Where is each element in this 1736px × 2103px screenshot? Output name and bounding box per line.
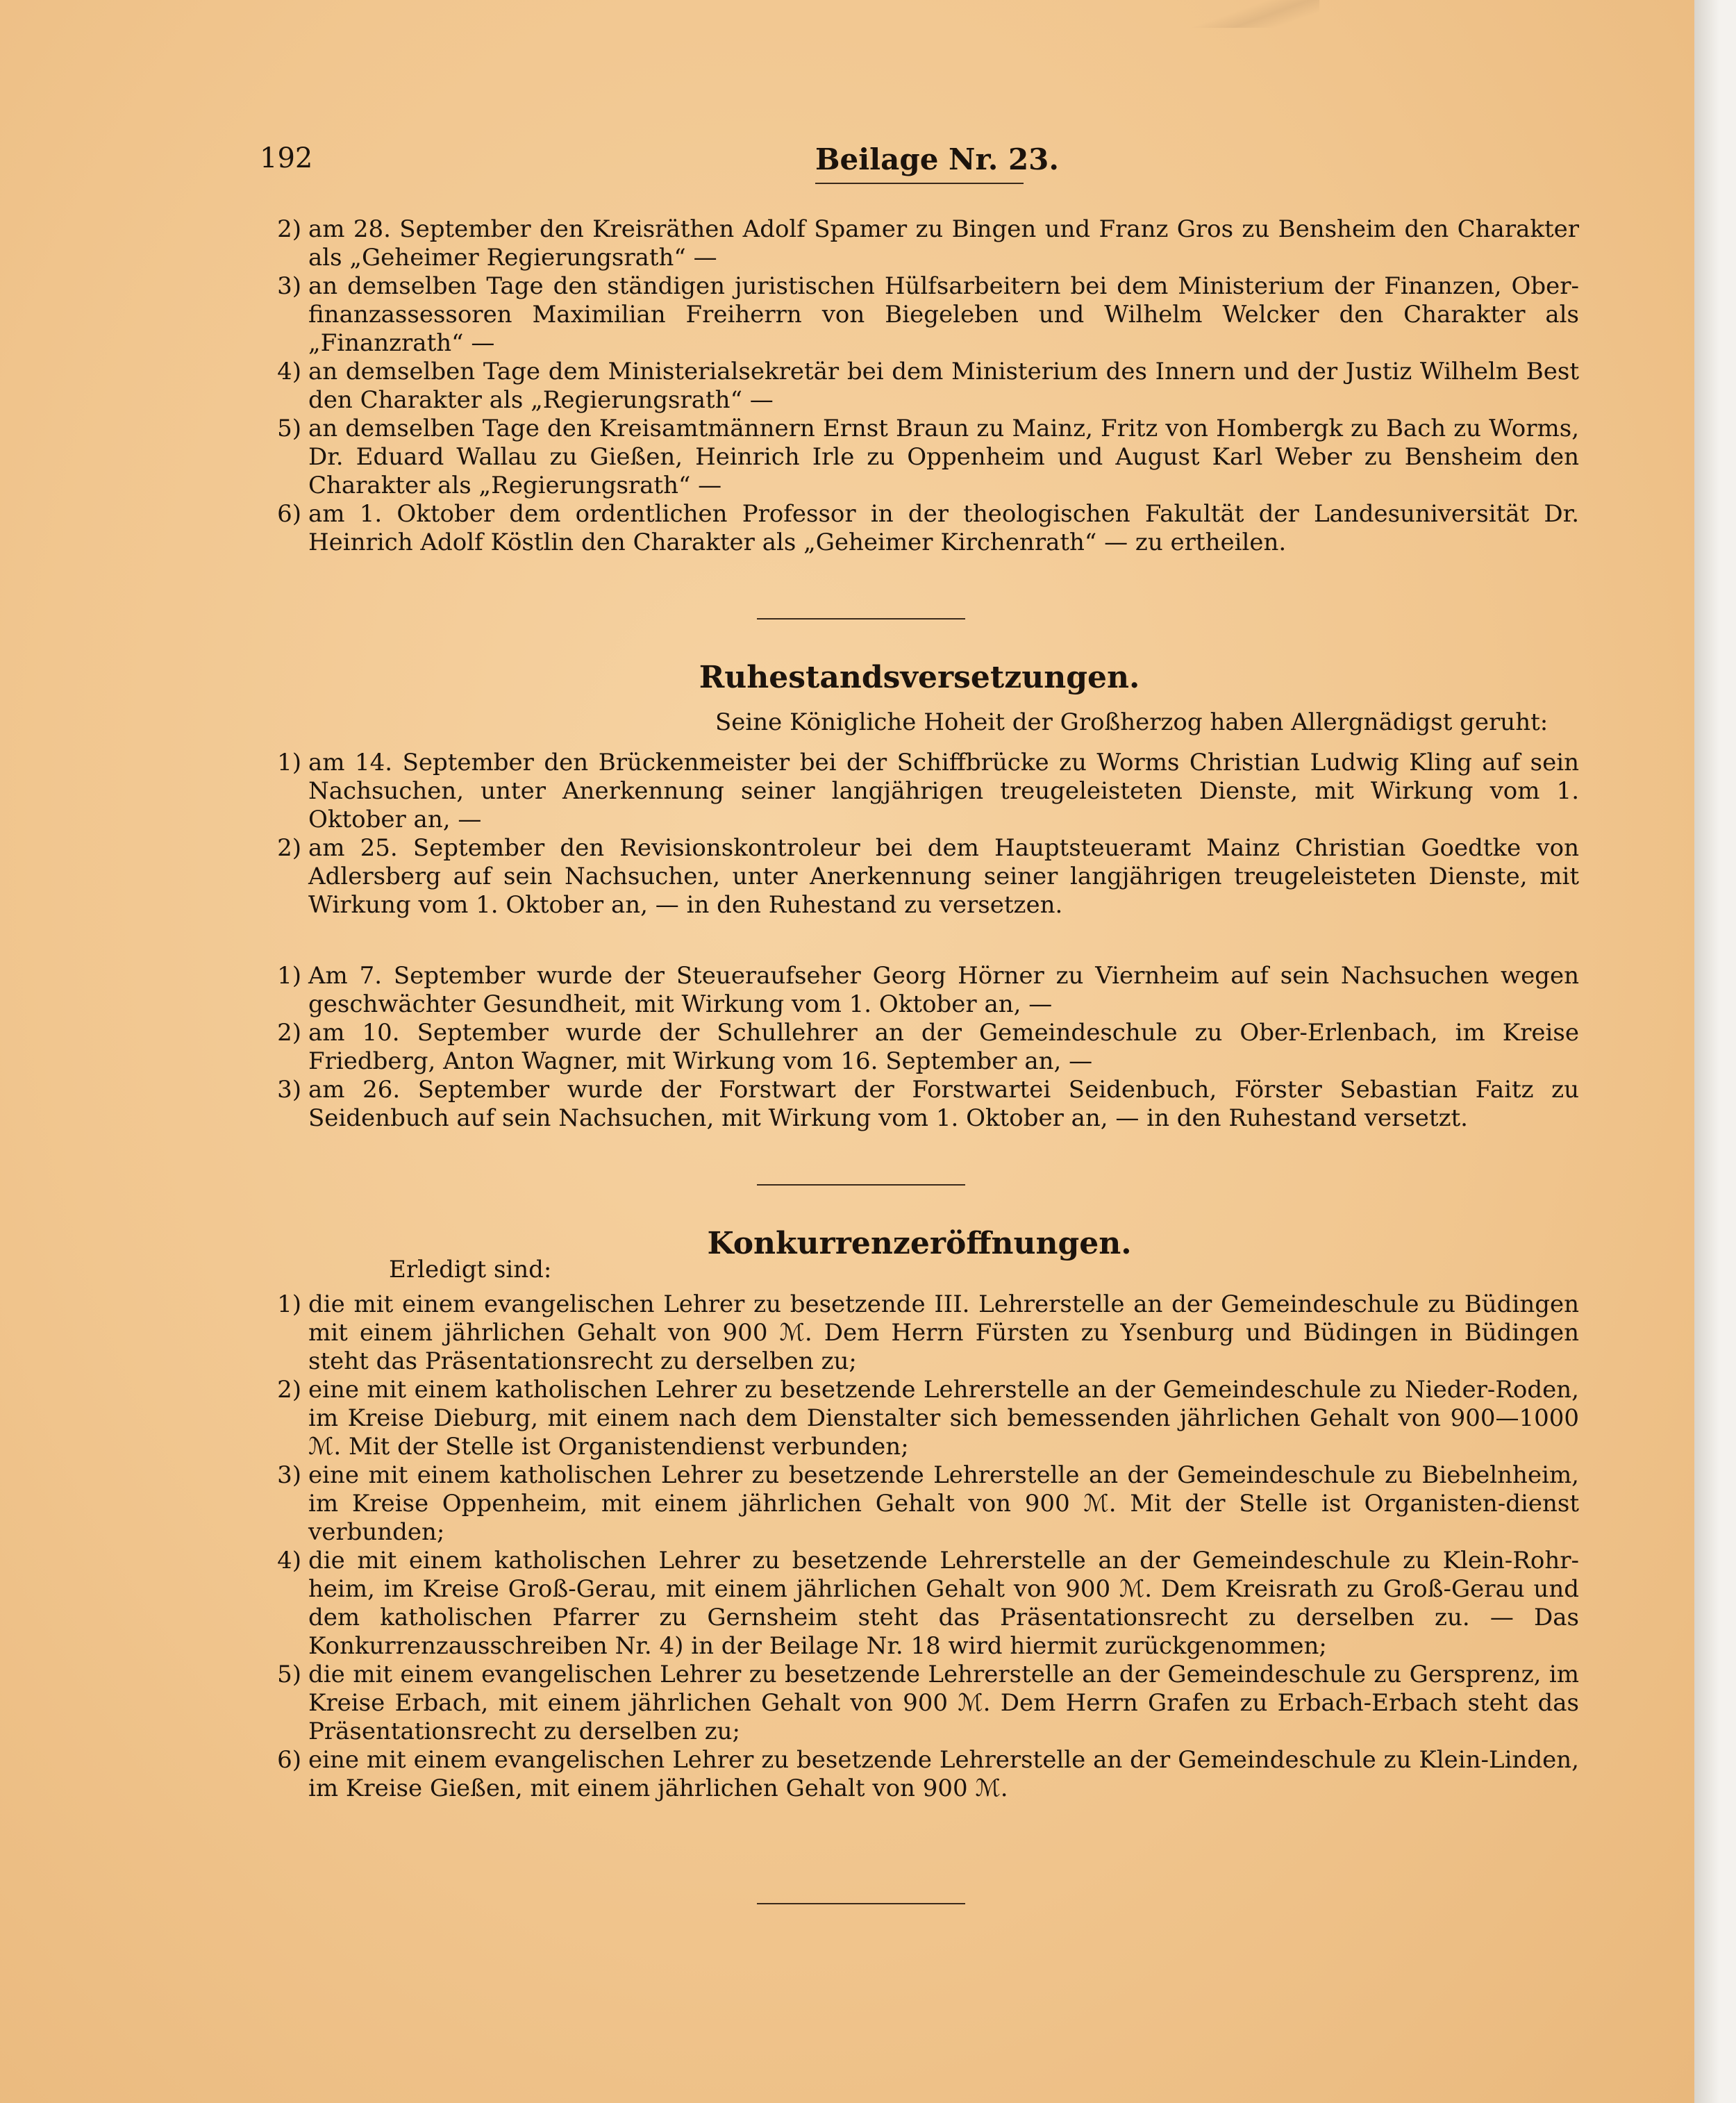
retirements-list-b	[260, 962, 1579, 1133]
running-title: Beilage Nr. 23.	[815, 142, 1060, 176]
page-edge	[1694, 0, 1736, 2103]
section-intro: Erledigt sind:	[389, 1256, 552, 1283]
section-divider	[757, 1903, 965, 1904]
list-item: 3) an demselben Tage den ständigen juristischen Hülfsarbeitern bei dem Ministerium der Finanzen, Ober-finanzassessoren Maximilian Freiherrn von Biegeleben und Wilhelm Welcker den Charakter als „Finanzrath“ —	[277, 272, 1579, 357]
paper-crease	[1180, 0, 1319, 28]
list-item: 5) die mit einem evangelischen Lehrer zu besetzende Lehrerstelle an der Gemeindeschule zu Gersprenz, im Kreise Erbach, mit einem jährlichen Gehalt von 900 ℳ. Dem Herrn Grafen zu Erbach-Erbach steht das Präsentationsrecht zu derselben zu;	[277, 1661, 1579, 1745]
section-divider	[757, 1184, 965, 1186]
retirements-list-a	[260, 749, 1579, 920]
list-item: 6) am 1. Oktober dem ordentlichen Professor in der theologischen Fakultät der Landesuniversität Dr. Heinrich Adolf Köstlin den Charakter als „Geheimer Kirchenrath“ — zu ertheilen.	[277, 500, 1579, 556]
section-heading-retirements: Ruhestandsversetzungen.	[699, 660, 1140, 695]
list-item: 3) am 26. September wurde der Forstwart der Forstwartei Seidenbuch, Förster Sebastian Faitz zu Seidenbuch auf sein Nachsuchen, mit Wirkung vom 1. Oktober an, — in den Ruhestand versetzt.	[277, 1076, 1579, 1132]
section-heading-vacancies: Konkurrenzeröffnungen.	[707, 1226, 1132, 1261]
awards-list	[260, 215, 1579, 557]
vacancies-list	[260, 1290, 1579, 1803]
list-item: 3) eine mit einem katholischen Lehrer zu besetzende Lehrerstelle an der Gemeindeschule zu Biebelnheim, im Kreise Oppenheim, mit einem jährlichen Gehalt von 900 ℳ. Mit der Stelle ist Organisten-dienst verbunden;	[277, 1461, 1579, 1546]
page-number: 192	[260, 142, 313, 174]
section-intro: Seine Königliche Hoheit der Großherzog haben Allergnädigst geruht:	[715, 708, 1549, 736]
list-item: 1) am 14. September den Brückenmeister bei der Schiffbrücke zu Worms Christian Ludwig Kling auf sein Nachsuchen, unter Anerkennung seiner langjährigen treugeleisteten Dienste, mit Wirkung vom 1. Oktober an, —	[277, 749, 1579, 833]
page-header	[260, 142, 1579, 184]
list-item: 2) am 28. September den Kreisräthen Adolf Spamer zu Bingen und Franz Gros zu Bensheim den Charakter als „Geheimer Regierungsrath“ —	[277, 215, 1579, 272]
list-item: 1) Am 7. September wurde der Steueraufseher Georg Hörner zu Viernheim auf sein Nachsuchen wegen geschwächter Gesundheit, mit Wirkung vom 1. Oktober an, —	[277, 962, 1579, 1018]
list-item: 2) am 10. September wurde der Schullehrer an der Gemeindeschule zu Ober-Erlenbach, im Kreise Friedberg, Anton Wagner, mit Wirkung vom 16. September an, —	[277, 1019, 1579, 1075]
list-item: 4) die mit einem katholischen Lehrer zu besetzende Lehrerstelle an der Gemeindeschule zu Klein-Rohr-heim, im Kreise Groß-Gerau, mit einem jährlichen Gehalt von 900 ℳ. Dem Kreisrath zu Groß-Gerau und dem katholischen Pfarrer zu Gernsheim steht das Präsentationsrecht zu derselben zu. — Das Konkurrenzausschreiben Nr. 4) in der Beilage Nr. 18 wird hiermit zurückgenommen;	[277, 1547, 1579, 1660]
list-item: 6) eine mit einem evangelischen Lehrer zu besetzende Lehrerstelle an der Gemeindeschule zu Klein-Linden, im Kreise Gießen, mit einem jährlichen Gehalt von 900 ℳ.	[277, 1746, 1579, 1802]
section-divider	[757, 618, 965, 620]
list-item: 4) an demselben Tage dem Ministerialsekretär bei dem Ministerium des Innern und der Justiz Wilhelm Best den Charakter als „Regierungsrath“ —	[277, 358, 1579, 414]
list-item: 2) eine mit einem katholischen Lehrer zu besetzende Lehrerstelle an der Gemeindeschule zu Nieder-Roden, im Kreise Dieburg, mit einem nach dem Dienstalter sich bemessenden jährlichen Gehalt von 900—1000 ℳ. Mit der Stelle ist Organistendienst verbunden;	[277, 1376, 1579, 1461]
list-item: 2) am 25. September den Revisionskontroleur bei dem Hauptsteueramt Mainz Christian Goedtke von Adlersberg auf sein Nachsuchen, unter Anerkennung seiner langjährigen treugeleisteten Dienste, mit Wirkung vom 1. Oktober an, — in den Ruhestand zu versetzen.	[277, 834, 1579, 919]
list-item: 1) die mit einem evangelischen Lehrer zu besetzende III. Lehrerstelle an der Gemeindeschule zu Büdingen mit einem jährlichen Gehalt von 900 ℳ. Dem Herrn Fürsten zu Ysenburg und Büdingen in Büdingen steht das Präsentationsrecht zu derselben zu;	[277, 1290, 1579, 1375]
title-underline	[815, 183, 1024, 184]
list-item: 5) an demselben Tage den Kreisamtmännern Ernst Braun zu Mainz, Fritz von Hombergk zu Bach zu Worms, Dr. Eduard Wallau zu Gießen, Heinrich Irle zu Oppenheim und August Karl Weber zu Bensheim den Charakter als „Regierungsrath“ —	[277, 415, 1579, 499]
